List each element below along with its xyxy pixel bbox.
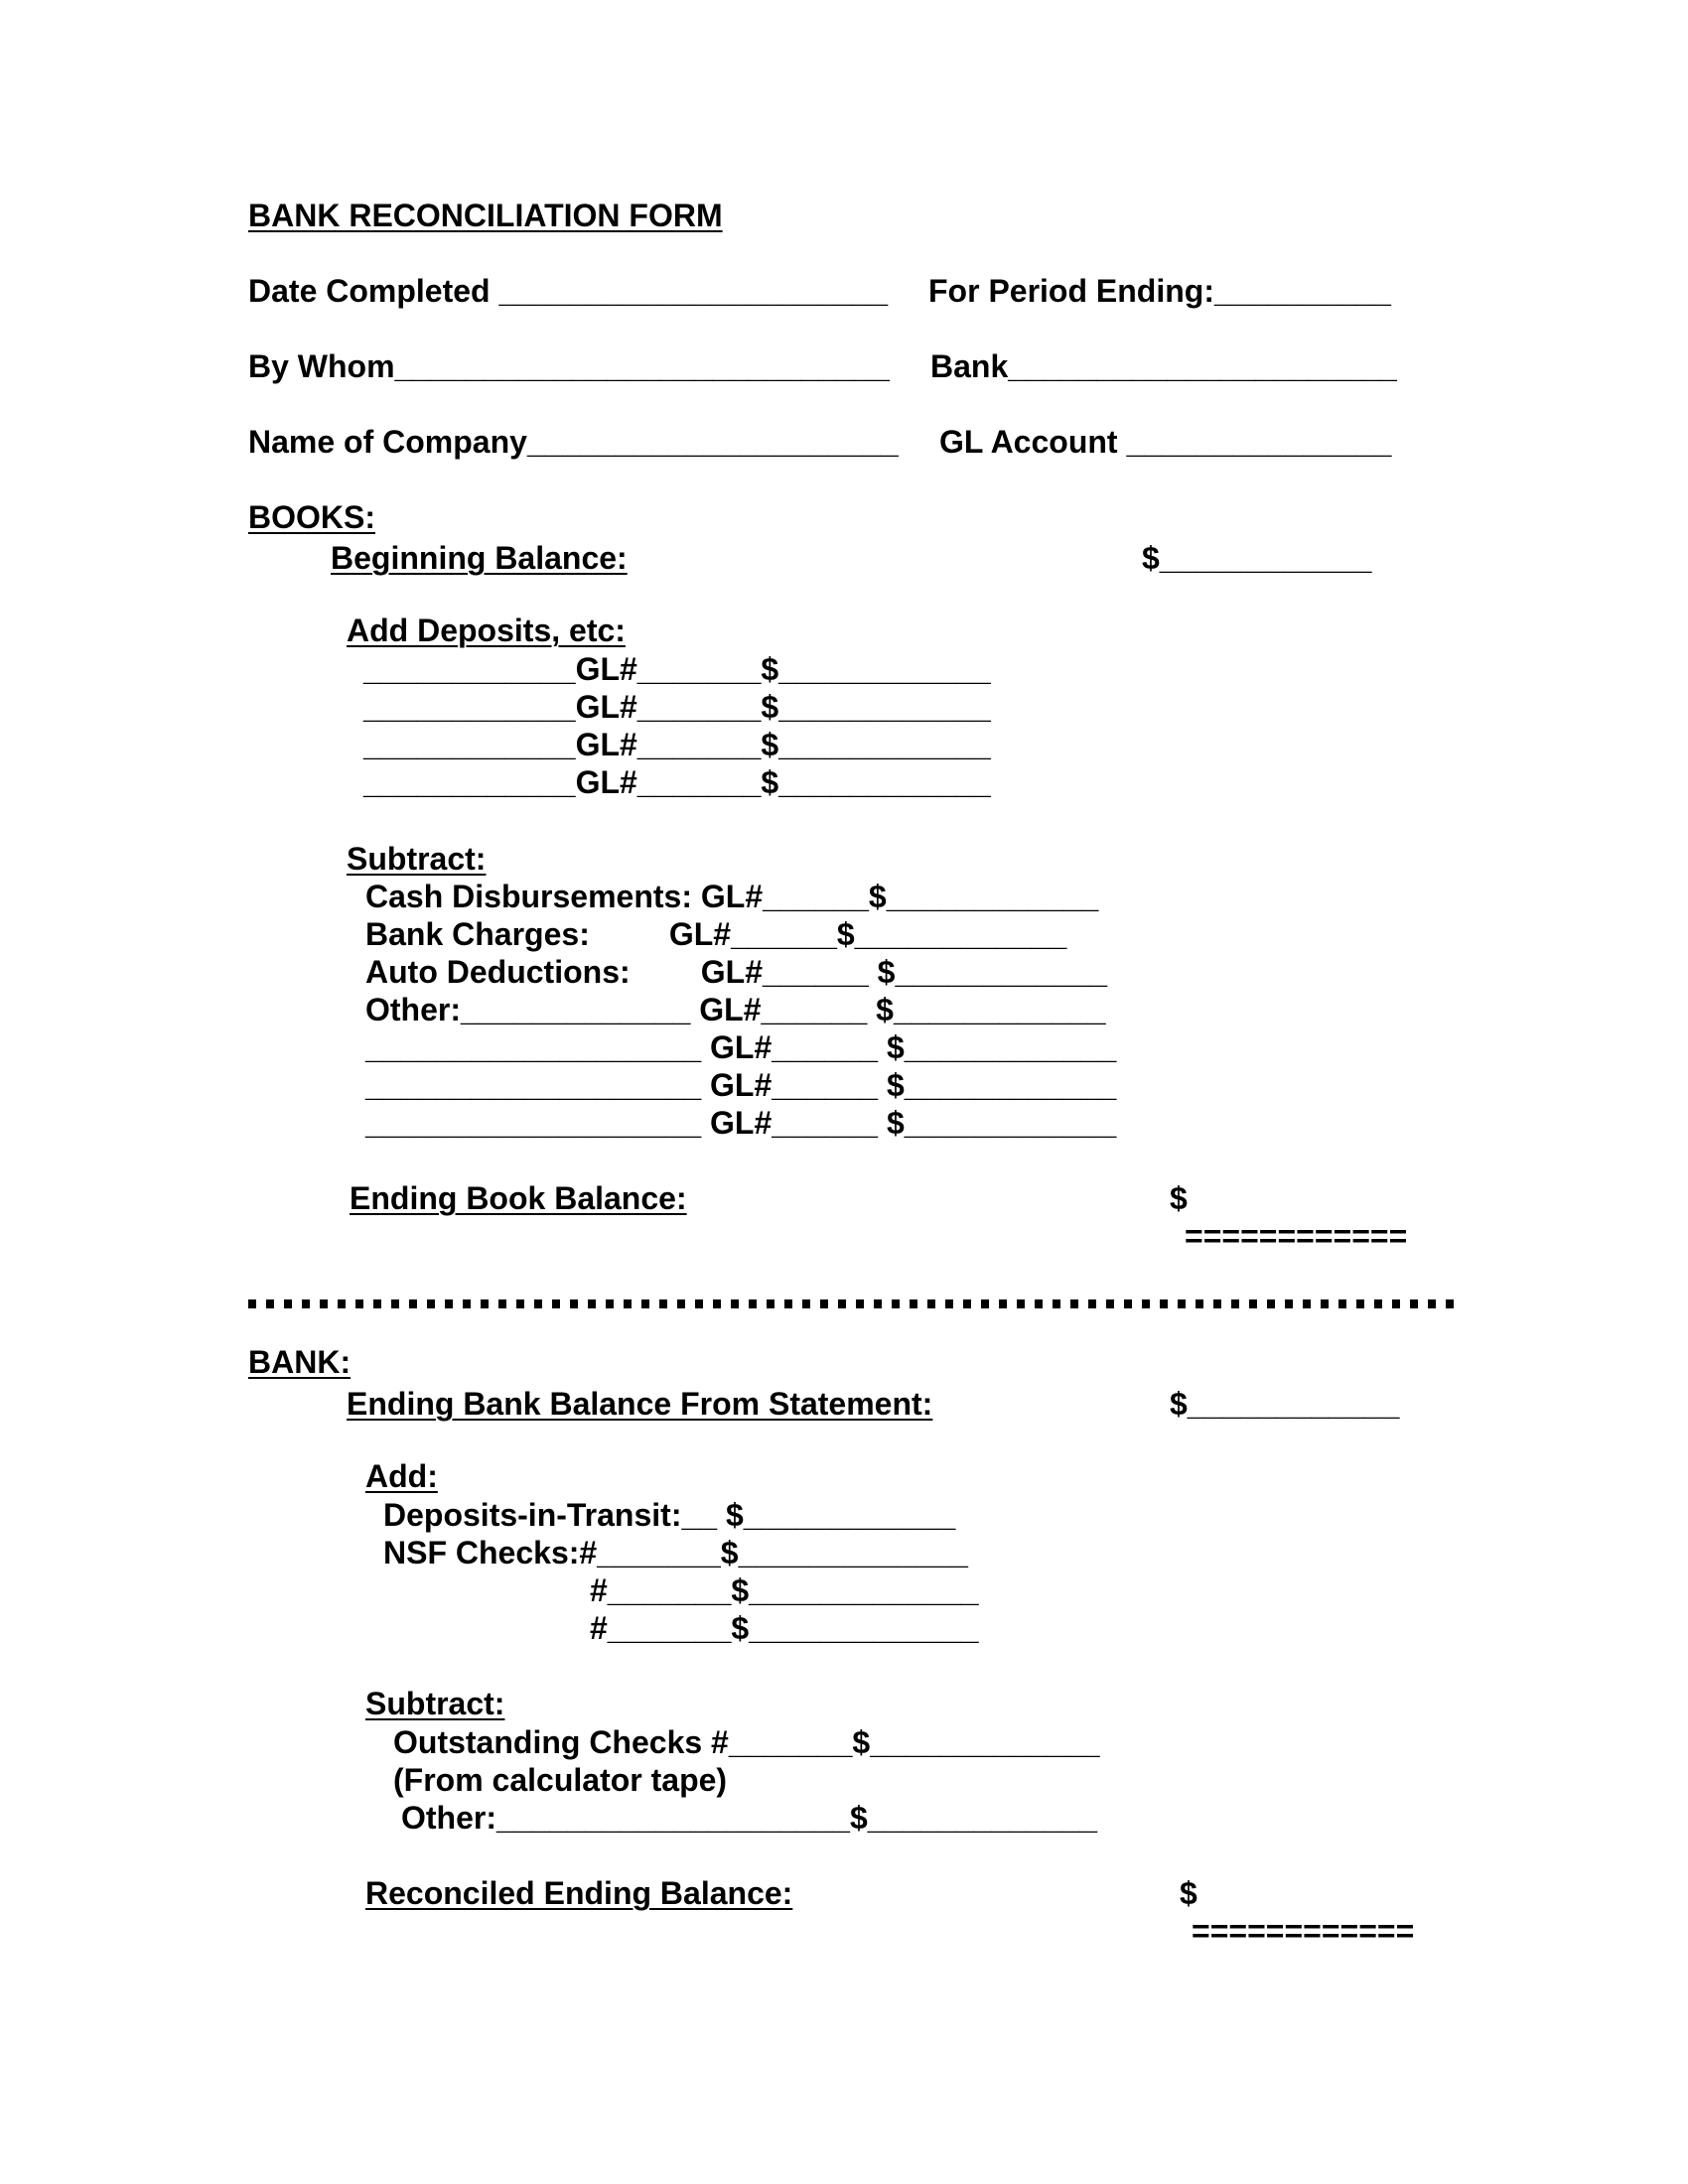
- cash-disbursements-line[interactable]: Cash Disbursements: GL#______$____________: [365, 879, 1099, 914]
- ending-bank-balance-amount[interactable]: $____________: [1170, 1386, 1400, 1422]
- deposit-line-3[interactable]: ____________GL#_______$____________: [363, 727, 991, 762]
- ending-book-balance-rule: ============: [1185, 1218, 1408, 1254]
- period-ending-field[interactable]: For Period Ending:__________: [928, 273, 1391, 309]
- gl-account-field[interactable]: GL Account _______________: [939, 424, 1392, 460]
- nsf-checks-line-3[interactable]: #_______$_____________: [590, 1610, 979, 1646]
- bank-charges-line[interactable]: Bank Charges: GL#______$____________: [365, 916, 1067, 952]
- calculator-tape-note: (From calculator tape): [393, 1762, 728, 1798]
- bank-heading: BANK:: [248, 1344, 352, 1380]
- company-name-field[interactable]: Name of Company_____________________: [248, 424, 899, 460]
- outstanding-checks-line[interactable]: Outstanding Checks #_______$_____________: [393, 1724, 1100, 1760]
- bank-add-heading: Add:: [365, 1458, 438, 1494]
- bank-subtract-heading: Subtract:: [365, 1686, 505, 1721]
- beginning-balance-label: Beginning Balance:: [331, 540, 628, 576]
- blank-subtract-line-3[interactable]: ___________________ GL#______ $____________: [365, 1105, 1117, 1141]
- form-title: BANK RECONCILIATION FORM: [248, 198, 723, 233]
- ending-book-balance-dollar: $: [1170, 1180, 1188, 1216]
- nsf-checks-line-2[interactable]: #_______$_____________: [590, 1572, 979, 1608]
- reconciled-balance-label: Reconciled Ending Balance:: [365, 1875, 793, 1911]
- reconciled-balance-dollar: $: [1180, 1875, 1197, 1911]
- reconciled-balance-rule: ============: [1192, 1913, 1415, 1949]
- by-whom-field[interactable]: By Whom____________________________: [248, 348, 890, 384]
- ending-bank-balance-label: Ending Bank Balance From Statement:: [347, 1386, 933, 1422]
- deposit-line-2[interactable]: ____________GL#_______$____________: [363, 689, 991, 725]
- books-heading: BOOKS:: [248, 499, 375, 535]
- ending-book-balance-label: Ending Book Balance:: [350, 1180, 687, 1216]
- deposit-line-4[interactable]: ____________GL#_______$____________: [363, 764, 991, 800]
- date-completed-field[interactable]: Date Completed ______________________: [248, 273, 889, 309]
- add-deposits-heading: Add Deposits, etc:: [347, 613, 626, 648]
- books-subtract-heading: Subtract:: [347, 841, 487, 877]
- other-subtract-line[interactable]: Other:_____________ GL#______ $____________: [365, 992, 1106, 1027]
- blank-subtract-line-1[interactable]: ___________________ GL#______ $____________: [365, 1029, 1117, 1065]
- bank-other-line[interactable]: Other:____________________$_____________: [401, 1800, 1098, 1836]
- blank-subtract-line-2[interactable]: ___________________ GL#______ $____________: [365, 1067, 1117, 1103]
- beginning-balance-amount[interactable]: $____________: [1142, 540, 1372, 576]
- section-divider: [248, 1299, 1454, 1308]
- nsf-checks-line[interactable]: NSF Checks:#_______$_____________: [383, 1535, 968, 1570]
- deposits-in-transit-line[interactable]: Deposits-in-Transit:__ $____________: [383, 1497, 956, 1533]
- auto-deductions-line[interactable]: Auto Deductions: GL#______ $____________: [365, 954, 1108, 990]
- bank-field[interactable]: Bank______________________: [930, 348, 1397, 384]
- deposit-line-1[interactable]: ____________GL#_______$____________: [363, 651, 991, 687]
